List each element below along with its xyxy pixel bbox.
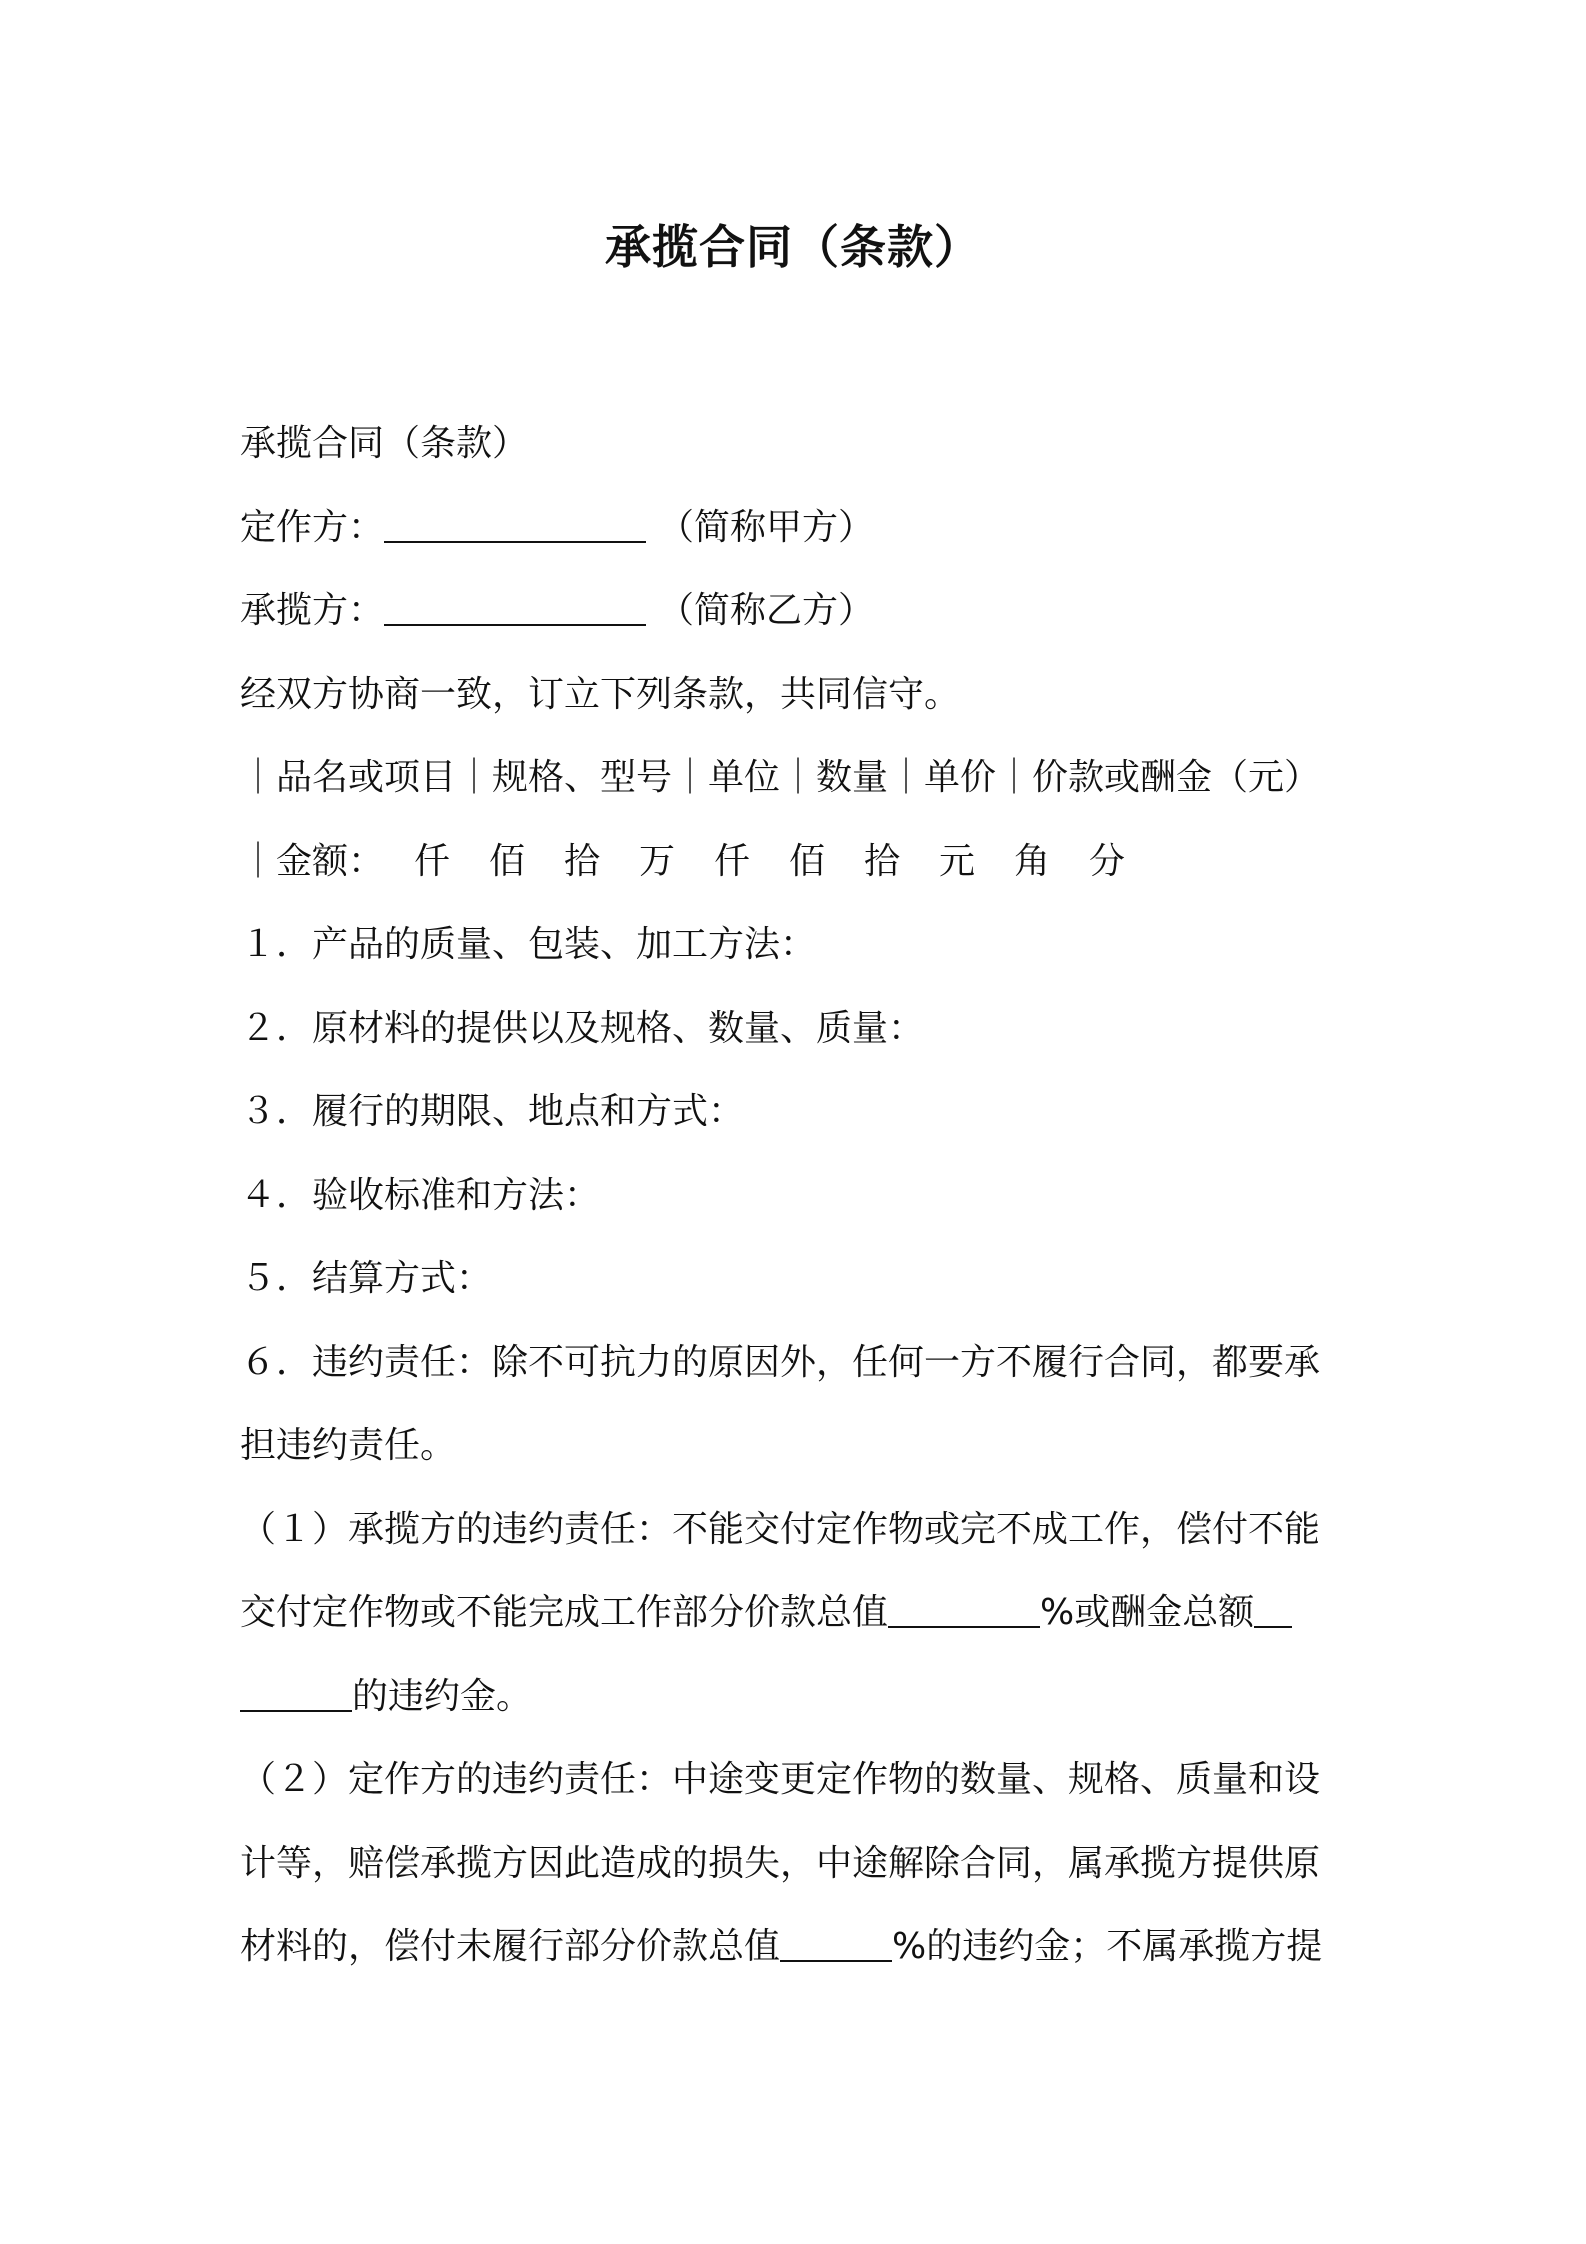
party-b-line — [240, 569, 1360, 653]
table-header: ｜品名或项目｜规格、型号｜单位｜数量｜单价｜价款或酬金（元） — [240, 757, 1321, 798]
subclause-1-line-3 — [240, 1655, 1360, 1739]
clause-6-line-1: ６．违约责任：除不可抗力的原因外，任何一方不履行合同，都要承 — [240, 1341, 1321, 1383]
clause-3: ３．履行的期限、地点和方式： — [240, 1091, 745, 1132]
subclause-2-text-b: %的违约金；不属承揽方提 — [892, 1926, 1323, 1967]
clause-1: １．产品的质量、包装、加工方法： — [240, 924, 817, 965]
subclause-1-line-2 — [240, 1571, 1360, 1655]
party-b-blank[interactable] — [384, 590, 646, 626]
remuneration-blank-end[interactable] — [240, 1676, 352, 1712]
party-a-suffix: （简称甲方） — [658, 506, 875, 548]
amount-unit-6: 拾 — [864, 840, 901, 882]
amount-unit-7: 元 — [939, 840, 976, 882]
party-a-blank[interactable] — [384, 507, 646, 543]
subclause-1-text-a: 交付定作物或不能完成工作部分价款总值 — [240, 1592, 889, 1633]
party-b-suffix: （简称乙方） — [658, 590, 875, 631]
subclause-2-line-1: （２）定作方的违约责任：中途变更定作物的数量、规格、质量和设 — [240, 1759, 1321, 1800]
party-a-label: 定作方： — [240, 506, 385, 548]
amount-unit-4: 仟 — [714, 840, 751, 882]
intro-text: 经双方协商一致，订立下列条款，共同信守。 — [240, 673, 961, 715]
subclause-1-text-b: %或酬金总额 — [1040, 1592, 1255, 1633]
contract-heading: 承揽合同（条款） — [240, 423, 529, 464]
document-title: 承揽合同（条款） — [605, 220, 981, 274]
amount-line — [240, 820, 1360, 904]
amount-units — [414, 841, 1164, 882]
amount-unit-5: 佰 — [789, 840, 826, 882]
amount-unit-2: 拾 — [564, 840, 601, 882]
subclause-2-line-2: 计等，赔偿承揽方因此造成的损失，中途解除合同，属承揽方提供原 — [240, 1842, 1321, 1884]
subclause-2-text-a: 材料的，偿付未履行部分价款总值 — [240, 1926, 781, 1967]
clause-4: ４．验收标准和方法： — [240, 1174, 601, 1216]
subclause-2-line-3 — [240, 1905, 1360, 1989]
party-a-line — [240, 486, 1360, 570]
price-percent-blank[interactable] — [888, 1592, 1040, 1628]
amount-unit-9: 分 — [1089, 840, 1126, 882]
unfulfilled-percent-blank[interactable] — [780, 1926, 892, 1962]
party-b-label: 承揽方： — [240, 590, 385, 631]
amount-label: ｜金额： — [240, 840, 385, 882]
amount-unit-3: 万 — [639, 840, 676, 882]
clause-5: ５．结算方式： — [240, 1258, 493, 1299]
subclause-1-line-1: （１）承揽方的违约责任：不能交付定作物或完不成工作，偿付不能 — [240, 1508, 1321, 1550]
clause-2: ２．原材料的提供以及规格、数量、质量： — [240, 1007, 925, 1049]
subclause-1-text-c: 的违约金。 — [352, 1675, 533, 1717]
remuneration-blank-start[interactable] — [1254, 1592, 1292, 1628]
document-body — [240, 402, 1360, 1989]
amount-unit-8: 角 — [1014, 840, 1051, 882]
amount-unit-0: 仟 — [414, 840, 451, 882]
amount-unit-1: 佰 — [489, 840, 526, 882]
clause-6-line-2: 担违约责任。 — [240, 1425, 457, 1466]
